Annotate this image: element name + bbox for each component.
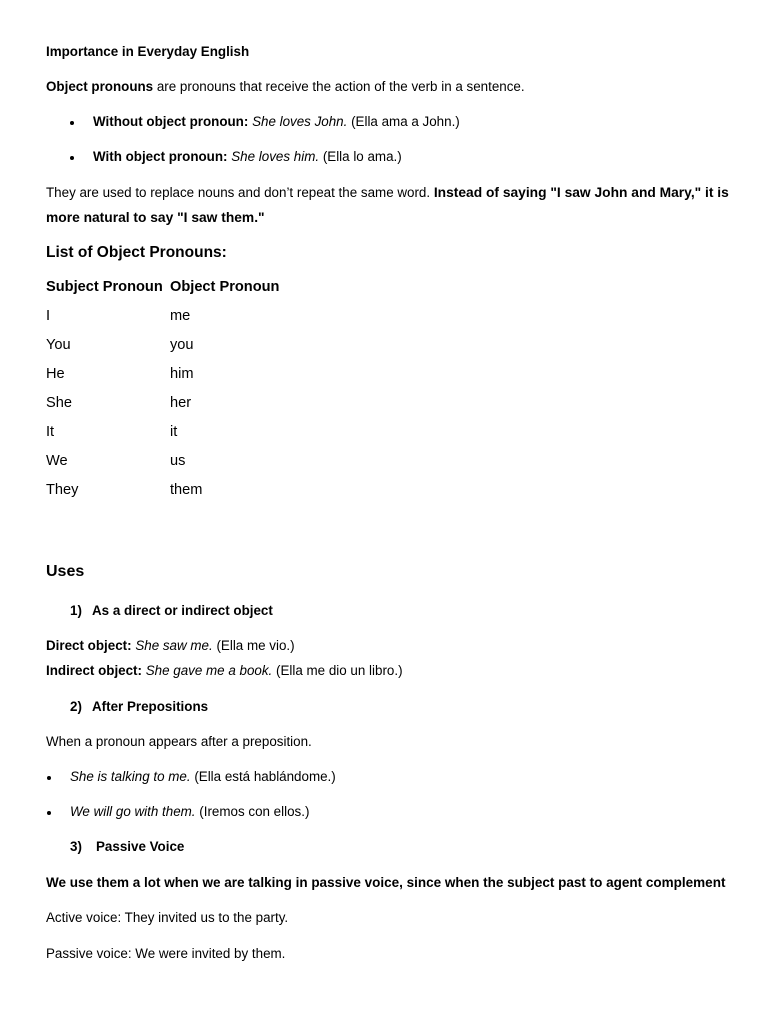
bullet-dot (70, 156, 74, 160)
active-voice-example: Active voice: They invited us to the party. (46, 910, 289, 925)
example-sentence: She saw me. (135, 638, 213, 653)
subject-cell: You (46, 337, 71, 353)
example-sentence: She loves John. (252, 114, 348, 129)
use-number: 1) (70, 603, 82, 618)
subject-cell: I (46, 308, 51, 324)
use-title: As a direct or indirect object (92, 603, 273, 618)
object-cell: it (170, 424, 178, 440)
object-cell: them (170, 482, 203, 498)
list-item (70, 768, 336, 786)
direct-object-line (46, 637, 295, 655)
subject-cell: They (46, 482, 79, 498)
subject-cell: We (46, 453, 68, 469)
example-label: Without object pronoun: (93, 114, 249, 129)
example-label: Direct object: (46, 638, 132, 653)
preposition-intro: When a pronoun appears after a preposition. (46, 734, 312, 749)
example-label: Indirect object: (46, 663, 142, 678)
list-item (93, 113, 460, 131)
intro-rest: are pronouns that receive the action of the verb in a sentence. (153, 79, 525, 94)
list-item (70, 803, 309, 821)
object-cell: us (170, 453, 186, 469)
example-sentence: We will go with them. (70, 804, 196, 819)
bullet-dot (70, 121, 74, 125)
example-translation: (Iremos con ellos.) (199, 804, 310, 819)
example-translation: (Ella ama a John.) (351, 114, 460, 129)
indirect-object-line (46, 662, 403, 680)
bullet-dot (47, 776, 51, 780)
use-title: After Prepositions (92, 699, 209, 714)
section-heading: Importance in Everyday English (46, 44, 250, 59)
example-translation: (Ella lo ama.) (322, 149, 402, 164)
subject-cell: She (46, 395, 72, 411)
use-title: Passive Voice (96, 839, 185, 854)
use-heading-1 (70, 602, 273, 620)
replace-plain: They are used to replace nouns and don’t repeat the same word. (46, 185, 434, 200)
replace-bold: Instead of saying "I saw John and Mary," it is (433, 185, 729, 200)
use-number: 3) (70, 839, 82, 854)
intro-paragraph (46, 78, 525, 96)
use-number: 2) (70, 699, 82, 714)
bullet-dot (47, 811, 51, 815)
column-header: Object Pronoun (170, 279, 280, 295)
use-heading-3 (70, 838, 184, 856)
passive-voice-example: Passive voice: We were invited by them. (46, 946, 286, 961)
column-header: Subject Pronoun (46, 279, 163, 295)
object-cell: him (170, 366, 194, 382)
uses-title: Uses (46, 563, 85, 580)
intro-term: Object pronouns (46, 79, 154, 94)
replace-bold-continued: more natural to say "I saw them." (46, 210, 265, 225)
list-item (93, 148, 402, 166)
passive-note: We use them a lot when we are talking in passive voice, since when the subject past to agent complement (46, 875, 726, 890)
list-title: List of Object Pronouns: (46, 244, 227, 261)
subject-cell: It (46, 424, 55, 440)
object-cell: her (170, 395, 192, 411)
subject-cell: He (46, 366, 65, 382)
example-translation: (Ella me vio.) (216, 638, 295, 653)
example-sentence: She gave me a book. (145, 663, 273, 678)
example-translation: (Ella me dio un libro.) (276, 663, 403, 678)
replace-paragraph (46, 184, 729, 202)
example-translation: (Ella está hablándome.) (194, 769, 336, 784)
use-heading-2 (70, 698, 208, 716)
example-sentence: She is talking to me. (70, 769, 191, 784)
object-cell: me (170, 308, 191, 324)
object-cell: you (170, 337, 194, 353)
example-sentence: She loves him. (231, 149, 320, 164)
example-label: With object pronoun: (93, 149, 228, 164)
